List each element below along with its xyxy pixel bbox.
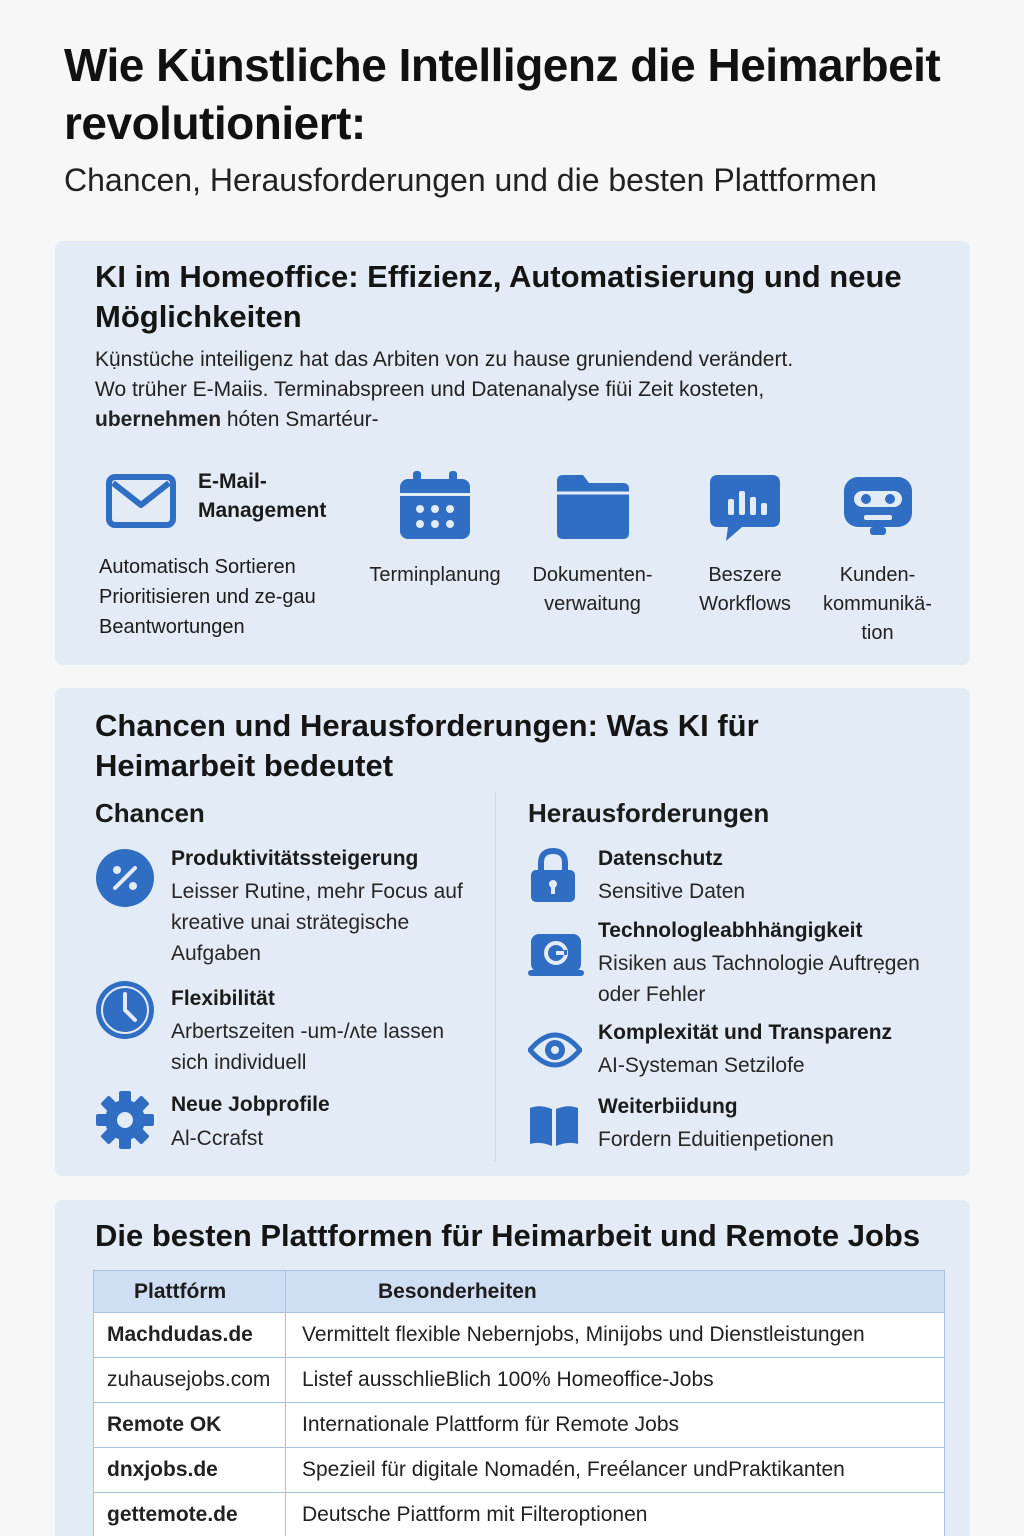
- platform-desc: Deutsche Piattform mit Filteroptionen: [286, 1493, 945, 1536]
- folder-icon: [555, 471, 631, 541]
- feature-label: Dokumenten-verwaitung: [532, 564, 653, 615]
- envelope-icon: [105, 473, 177, 531]
- table-row: [94, 1358, 945, 1403]
- section-title: Chancen und Herausforderungen: Was KI für Heimarbeit bedeutet: [95, 708, 759, 783]
- platform-name: Machdudas.de: [94, 1313, 286, 1358]
- feature-workflows: [685, 473, 805, 619]
- herausforderungen-heading: Herausforderungen: [528, 798, 770, 828]
- feature-email-title: E-Mail-Management: [198, 470, 327, 522]
- plattformen-card: [55, 1200, 970, 1536]
- feature-dokumente: [520, 471, 665, 619]
- chancen-heading: Chancen: [95, 798, 205, 828]
- table-row: [94, 1313, 945, 1358]
- item-title: Technologleabhhängigkeit: [598, 919, 863, 942]
- item-desc: Al-Ccrafst: [171, 1127, 264, 1150]
- feature-label: Terminplanung: [369, 564, 501, 586]
- feature-email-desc: Automatisch Sortieren Prioritisieren und ze-gau Beantwortungen: [99, 556, 316, 638]
- item-title: Datenschutz: [598, 847, 723, 870]
- clock-icon: [95, 980, 155, 1040]
- item-desc: Arbertszeiten -um-/ʌte lassen sich individuell: [171, 1020, 445, 1074]
- percent-icon: [95, 848, 155, 908]
- device-icon: [528, 930, 584, 980]
- intro-line-1: Kụ̈nstüche inteiligenz hat das Arbiten von zu hause gruniendend verändert.: [95, 348, 794, 371]
- item-desc: Fordern Eduitienpetionen: [598, 1128, 834, 1151]
- item-title: Neue Jobprofile: [171, 1093, 330, 1116]
- table-row: [94, 1448, 945, 1493]
- platform-name: dnxjobs.de: [94, 1448, 286, 1493]
- intro-rest: hóten Smartéur-: [221, 408, 379, 431]
- platform-name: gettemote.de: [94, 1493, 286, 1536]
- intro-text: [95, 345, 935, 435]
- table-row: [94, 1403, 945, 1448]
- column-header-plattform: Plattfórm: [94, 1271, 286, 1313]
- item-title: Flexibilität: [171, 987, 275, 1010]
- item-desc: Sensitive Daten: [598, 880, 746, 903]
- platform-name: zuhausejobs.com: [94, 1358, 286, 1403]
- platform-desc: Spezieil für digitale Nomadén, Freélancer undPraktikanten: [286, 1448, 945, 1493]
- intro-line-2: Wo trüher E-Maiis. Terminabspreen und Datenanalyse fiüi Zeit kosteten,: [95, 378, 765, 401]
- intro-bold: ubernehmen: [95, 408, 222, 431]
- platform-name: Remote OK: [94, 1403, 286, 1448]
- chat-chart-icon: [708, 473, 782, 543]
- feature-kundenkommunikation: [810, 473, 945, 648]
- column-divider: [495, 792, 496, 1162]
- page-title: Wie Künstliche Intelligenz die Heimarbeit revolutioniert:: [64, 39, 941, 149]
- platform-desc: Vermittelt flexible Nebernjobs, Minijobs und Dienstleistungen: [286, 1313, 945, 1358]
- gear-icon: [95, 1090, 155, 1150]
- feature-terminplanung: [355, 471, 515, 590]
- platform-desc: Listef ausschlieBlich 100% Homeoffice-Jobs: [286, 1358, 945, 1403]
- platform-table: [93, 1270, 945, 1536]
- platform-desc: Internationale Plattform für Remote Jobs: [286, 1403, 945, 1448]
- item-desc: Risiken aus Tachnologie Auftrẹgen oder Fehler: [598, 952, 920, 1006]
- page-subtitle: Chancen, Herausforderungen und die besten Plattformen: [64, 162, 877, 198]
- table-row: [94, 1493, 945, 1536]
- chancen-card: [55, 688, 970, 1176]
- table-header-row: [94, 1271, 945, 1313]
- item-title: Produktivitätssteigerung: [171, 847, 419, 870]
- feature-label: Beszere Workflows: [699, 564, 791, 615]
- section-title: Die besten Plattformen für Heimarbeit und Remote Jobs: [95, 1218, 921, 1253]
- column-header-besonderheiten: Besonderheiten: [286, 1271, 945, 1313]
- feature-label: Kunden-kommunikä-tion: [823, 564, 932, 644]
- section-title: KI im Homeoffice: Effizienz, Automatisierung und neue Möglichkeiten: [95, 259, 902, 334]
- item-title: Weiterbiidung: [598, 1095, 738, 1118]
- item-desc: Leisser Rutine, mehr Focus auf kreative unai strätegische Aufgaben: [171, 880, 463, 965]
- calendar-icon: [398, 471, 472, 541]
- eye-icon: [528, 1028, 582, 1072]
- robot-icon: [840, 473, 916, 537]
- book-icon: [528, 1104, 580, 1148]
- ki-homeoffice-card: [55, 241, 970, 665]
- item-desc: AI-Systeman Setzilofe: [598, 1054, 805, 1077]
- lock-icon: [528, 848, 578, 904]
- item-title: Komplexität und Transparenz: [598, 1021, 893, 1044]
